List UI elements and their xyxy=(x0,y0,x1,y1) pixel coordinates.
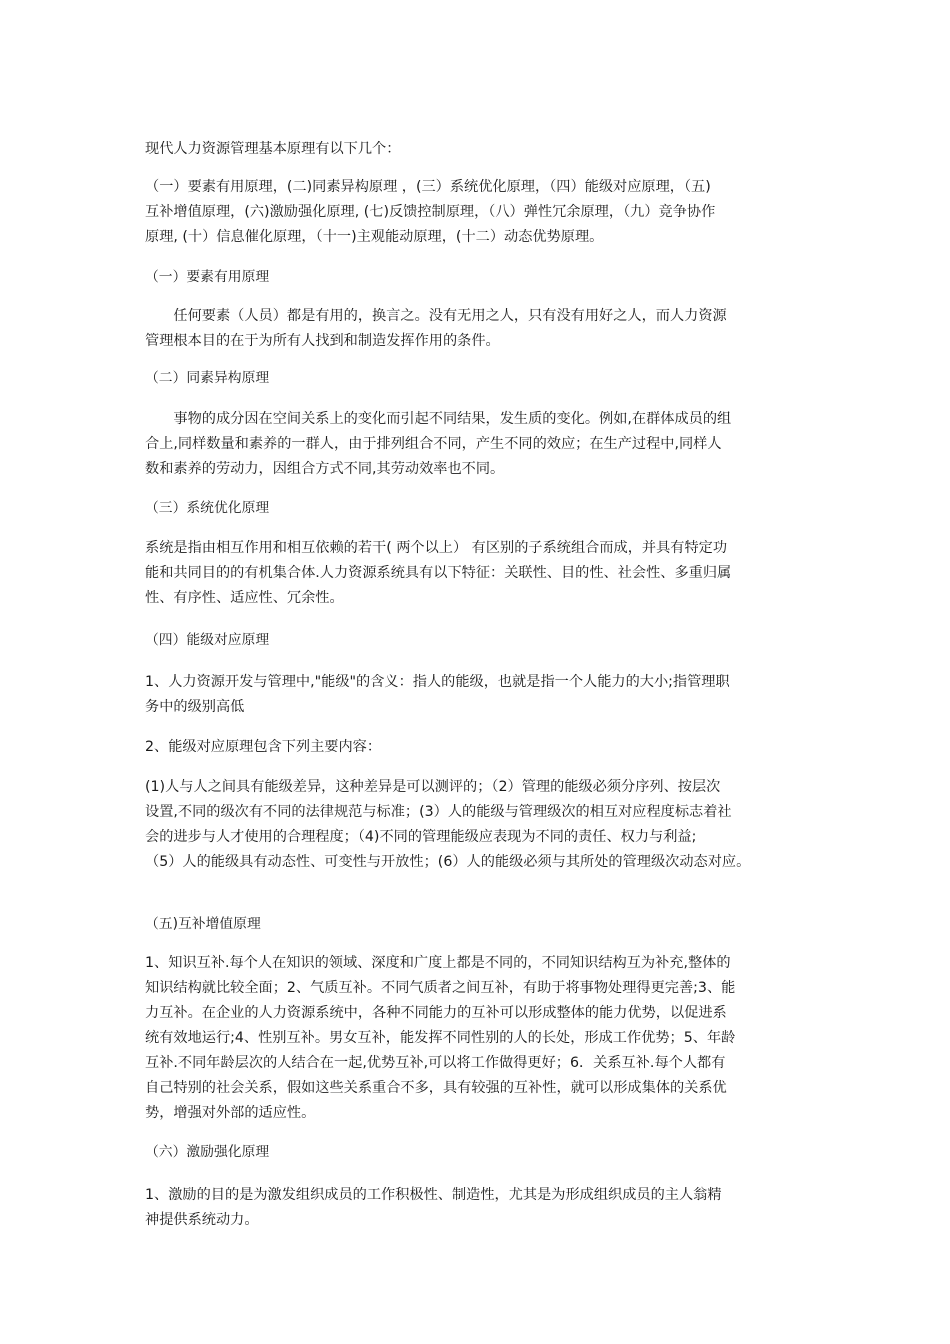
section-1-paragraph: 任何要素（人员）都是有用的，换言之。没有无用之人，只有没有用好之人，而人力资源 管理根本目的在于为所有人找到和制造发挥作用的条件。 xyxy=(145,308,727,349)
section-4-paragraph-1: 1、人力资源开发与管理中,"能级"的含义：指人的能级，也就是指一个人能力的大小;指管理职 务中的级别高低 xyxy=(145,674,730,715)
document-body xyxy=(145,137,835,1233)
section-heading-5: （五)互补增值原理 xyxy=(145,916,261,932)
section-4-paragraph-3: (1)人与人之间具有能级差异，这种差异是可以测评的；（2）管理的能级必须分序列、按层次 设置,不同的级次有不同的法律规范与标准；(3）人的能级与管理级次的相互对应程度标志着社 会的进步与人才使用的合理程度；（4)不同的管理能级应表现为不同的责任、权力与利益; （5）人的能级具有动态性、可变性与开放性；(6）人的能级必须与其所处的管理级次动态对应。 xyxy=(145,779,751,870)
section-heading-6: （六）激励强化原理 xyxy=(145,1144,270,1160)
section-6-paragraph: 1、激励的目的是为激发组织成员的工作积极性、制造性，尤其是为形成组织成员的主人翁精 神提供系统动力。 xyxy=(145,1187,722,1228)
section-heading-4: （四）能级对应原理 xyxy=(145,632,270,648)
section-4-paragraph-2: 2、能级对应原理包含下列主要内容： xyxy=(145,739,382,755)
section-3-paragraph: 系统是指由相互作用和相互依赖的若干( 两个以上） 有区别的子系统组合而成，并具有特定功 能和共同目的的有机集合体.人力资源系统具有以下特征：关联性、目的性、社会性、多重归属 性、有序性、适应性、冗余性。 xyxy=(145,540,732,606)
section-5-paragraph: 1、知识互补.每个人在知识的领域、深度和广度上都是不同的，不同知识结构互为补充,整体的 知识结构就比较全面；2、气质互补。不同气质者之间互补，有助于将事物处理得更完善;3、能 力互补。在企业的人力资源系统中，各种不同能力的互补可以形成整体的能力优势，以促进系 统有效地运行;4、性别互补。男女互补，能发挥不同性别的人的长处，形成工作优势；5、年龄 互补.不同年龄层次的人结合在一起,优势互补,可以将工作做得更好；6．关系互补.每个人都有 自己特别的社会关系，假如这些关系重合不多，具有较强的互补性，就可以形成集体的关系优 势，增强对外部的适应性。 xyxy=(145,955,736,1121)
intro-text: 现代人力资源管理基本原理有以下几个： xyxy=(145,141,401,157)
section-heading-2: （二）同素异构原理 xyxy=(145,370,270,386)
principles-list: （一）要素有用原理，(二)同素异构原理 ，(三）系统优化原理，（四）能级对应原理，（五) 互补增值原理，(六)激励强化原理, (七)反馈控制原理，（八）弹性冗余原理，（九）竞争协作 原理, (十）信息催化原理，（十一)主观能动原理，(十二）动态优势原理。 xyxy=(145,179,716,245)
section-heading-1: （一）要素有用原理 xyxy=(145,269,270,285)
section-heading-3: （三）系统优化原理 xyxy=(145,500,270,516)
section-2-paragraph: 事物的成分因在空间关系上的变化而引起不同结果，发生质的变化。例如,在群体成员的组 合上,同样数量和素养的一群人，由于排列组合不同，产生不同的效应；在生产过程中,同样人 数和素养的劳动力，因组合方式不同,其劳动效率也不同。 xyxy=(145,411,732,477)
